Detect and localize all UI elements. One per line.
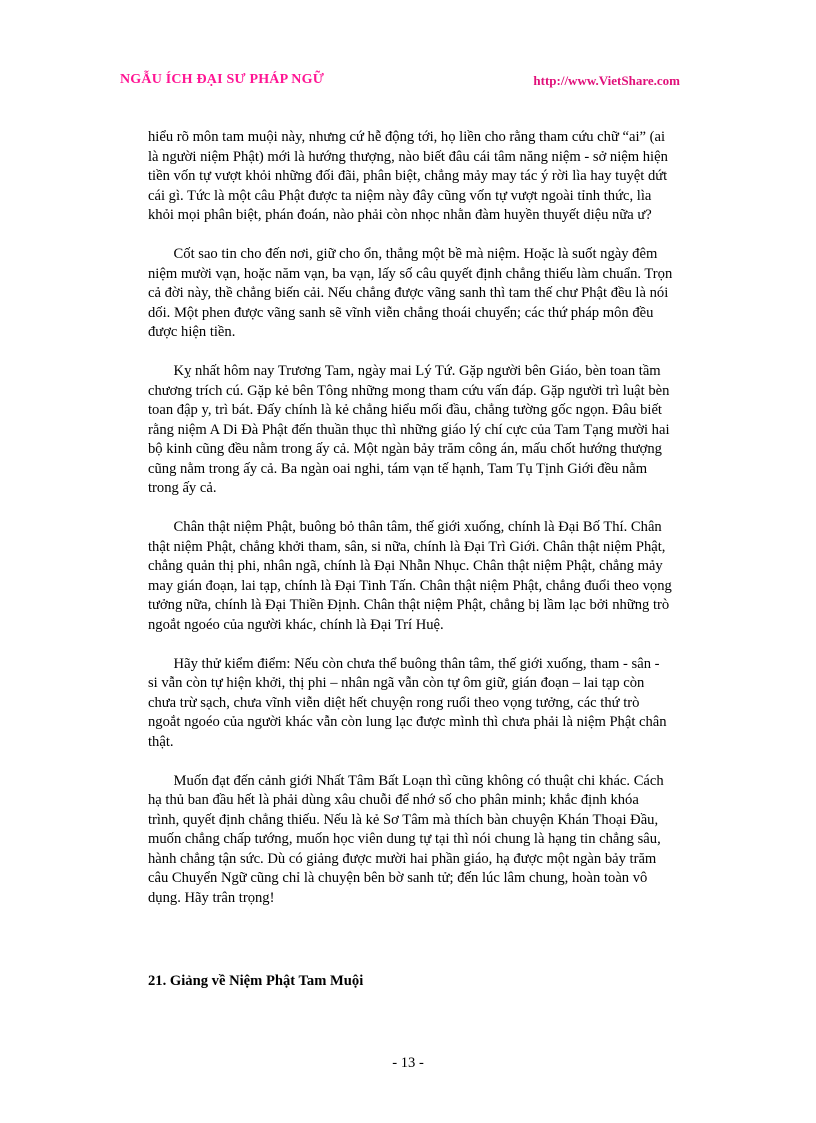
- text-line: Muốn đạt đến cảnh giới Nhất Tâm Bất Loạn thì cũng không có thuật chi khác. Cách: [148, 772, 664, 789]
- text-line: Chân thật niệm Phật, buông bỏ thân tâm, thế giới xuống, chính là Đại Bố Thí. Chân: [148, 519, 662, 535]
- text-line: hành chẳng tận sức. Dù có giảng được mười hai phần giáo, hạ được một ngàn bảy trăm: [148, 850, 657, 867]
- paragraph: [148, 655, 694, 753]
- page-header: [120, 72, 680, 94]
- text-line: dối. Một phen được vãng sanh sẽ vĩnh viễn chẳng thoái chuyển; các thứ pháp môn đều: [148, 304, 654, 321]
- text-line: toan đập y, trì bát. Đấy chính là kẻ chẳng hiểu mối đầu, chẳng tường gốc ngọn. Đâu biết: [148, 402, 662, 418]
- text-line: cũng nằm trong ấy cả. Ba ngàn oai nghi, tám vạn tế hạnh, Tam Tụ Tịnh Giới đều nằm: [148, 460, 648, 477]
- section-heading: 21. Giảng về Niệm Phật Tam Muội: [148, 973, 364, 989]
- text-line: khỏi mọi phân biệt, phán đoán, nào phải còn nhọc nhằn đàm huyền thuyết diệu nữa ư?: [148, 207, 652, 223]
- text-line: dụng. Hãy trân trọng!: [148, 889, 275, 906]
- text-line: muốn chẳng chấp tướng, muốn học viên dung tự tại thì nói chung là hạng tin chẳng sâu,: [148, 831, 661, 847]
- text-line: cái gì. Tức là một câu Phật được ta niệm này đây cũng vốn tự vượt ngoài tỉnh thức, lìa: [148, 187, 652, 204]
- text-line: chưa trừ sạch, chưa vĩnh viễn diệt hết chuyện rong ruổi theo vọng tưởng, các thứ trò: [148, 694, 640, 711]
- text-line: thật.: [148, 733, 174, 750]
- text-line: ngoắt ngoéo của người khác, chính là Đại Trí Huệ.: [148, 616, 444, 633]
- text-line: niệm mười vạn, hoặc năm vạn, ba vạn, lấy số câu quyết định chẳng thiếu làm chuẩn. Trọn: [148, 265, 673, 282]
- text-line: rằng niệm A Di Đà Phật đến thuần thục thì những giáo lý chí cực của Tam Tạng mười hai: [148, 421, 670, 438]
- text-line: may gián đoạn, lai tạp, chính là Đại Tinh Tấn. Chân thật niệm Phật, chẳng đuổi theo vọng: [148, 577, 672, 594]
- header-title: NGẪU ÍCH ĐẠI SƯ PHÁP NGỮ: [120, 72, 325, 87]
- text-line: chẳng quản thị phi, nhân ngã, chính là Đại Nhẫn Nhục. Chân thật niệm Phật, chẳng mảy: [148, 558, 663, 574]
- text-line: cả đời này, thề chẳng biến cải. Nếu chẳng được vãng sanh thì tam thế chư Phật đều là nói: [148, 285, 669, 301]
- paragraph: [148, 128, 694, 226]
- text-line: tưởng nữa, chính là Đại Thiền Định. Chân thật niệm Phật, chẳng bị lầm lạc bởi những trò: [148, 597, 670, 613]
- text-line: Hãy thử kiểm điểm: Nếu còn chưa thể buông thân tâm, thế giới xuống, tham - sân -: [148, 655, 660, 672]
- paragraph: [148, 518, 694, 635]
- text-line: hiểu rõ môn tam muội này, nhưng cứ hễ động tới, họ liền cho rằng tham cứu chữ “ai” (ai: [148, 129, 666, 145]
- paragraph: [148, 772, 694, 909]
- text-line: câu Chuyển Ngữ cũng chỉ là chuyện bên bờ sanh tử; đến lúc lâm chung, hoàn toàn vô: [148, 870, 648, 886]
- text-line: chương trích cú. Gặp kẻ bên Tông những mong tham cứu vấn đáp. Gặp người trì luật bèn: [148, 382, 670, 399]
- text-line: là người niệm Phật) mới là hướng thượng, nào biết đâu cái tâm năng niệm - sở niệm hiện: [148, 148, 668, 165]
- text-line: tiền vốn tự vượt khỏi những đối đãi, phân biệt, chẳng mảy may tác ý rời lìa hay tuyệt dứt: [148, 168, 668, 184]
- page-number: - 13 -: [392, 1055, 424, 1071]
- text-line: Cốt sao tin cho đến nơi, giữ cho ổn, thẳng một bề mà niệm. Hoặc là suốt ngày đêm: [148, 246, 658, 262]
- body-text: [148, 128, 694, 928]
- text-line: trong ấy cả.: [148, 480, 217, 496]
- text-line: thật niệm Phật, chẳng khởi tham, sân, si nữa, chính là Đại Trì Giới. Chân thật niệm Phật,: [148, 538, 666, 555]
- text-line: trình, quyết định chẳng thiếu. Nếu là kẻ Sơ Tâm mà thích bàn chuyện Khán Thoại Đầu,: [148, 811, 659, 828]
- text-line: bộ kinh cũng đều nằm trong ấy cả. Một ngàn bảy trăm công án, mấu chốt hướng thượng: [148, 441, 662, 457]
- text-line: được hiện tiền.: [148, 324, 236, 340]
- header-url-link[interactable]: http://www.VietShare.com: [533, 73, 680, 88]
- text-line: hạ thủ ban đầu hết là phải dùng xâu chuỗi để nhớ số cho phân minh; khắc định khóa: [148, 792, 639, 808]
- text-line: Kỵ nhất hôm nay Trương Tam, ngày mai Lý Tứ. Gặp người bên Giáo, bèn toan tầm: [148, 363, 661, 379]
- text-line: si vẫn còn tự hiện khởi, thị phi – nhân ngã vẫn còn tự ôm giữ, gián đoạn – lai tạp còn: [148, 675, 645, 691]
- text-line: ngoắt ngoéo của người khác vẫn còn lung lạc được mình thì chưa phải là niệm Phật chân: [148, 714, 667, 730]
- paragraph: [148, 362, 694, 499]
- paragraph: [148, 245, 694, 343]
